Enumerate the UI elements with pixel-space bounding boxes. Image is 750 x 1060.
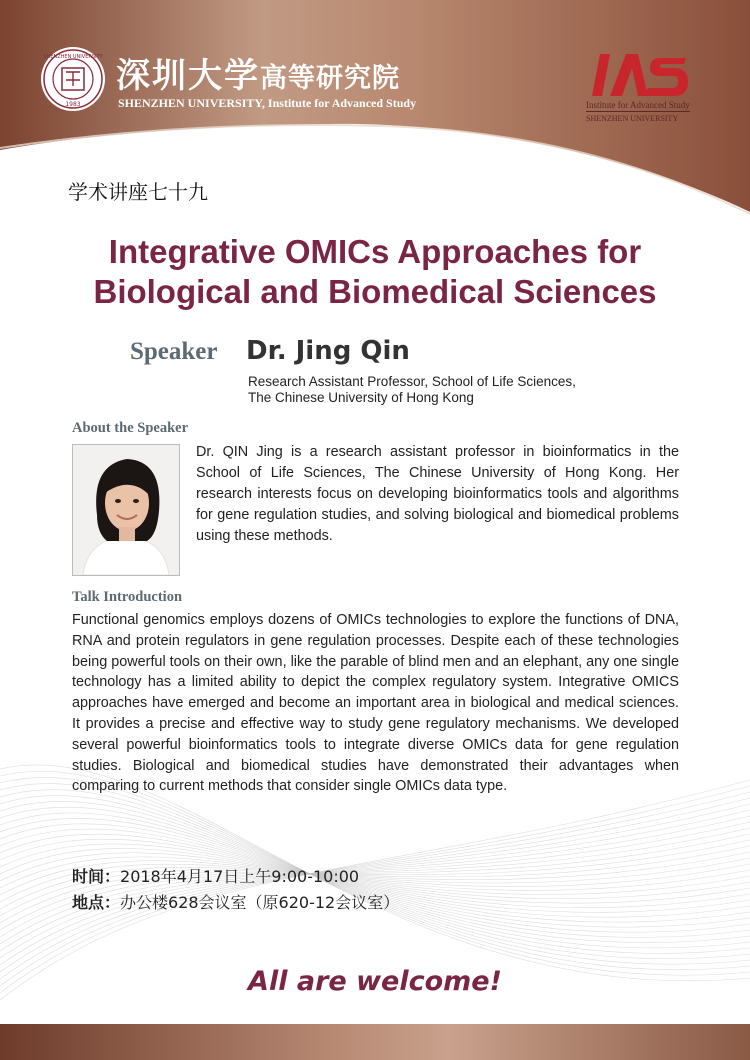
wave-line [0, 792, 750, 986]
szu-seal-icon [40, 46, 106, 112]
affiliation-line-2: The Chinese University of Hong Kong [248, 390, 474, 405]
university-name-cn [116, 48, 400, 96]
affiliation-line-1: Research Assistant Professor, School of Life Sciences, [248, 374, 576, 389]
wave-line [0, 810, 750, 965]
university-cn: 深圳大学 [116, 56, 260, 96]
ias-logo-icon [586, 52, 690, 98]
time-label: 时间： [72, 867, 121, 886]
university-name-en: SHENZHEN UNIVERSITY, Institute for Advanced Study [118, 96, 417, 110]
title-line-2: Biological and Biomedical Sciences [93, 273, 657, 310]
welcome-message: All are welcome! [248, 966, 502, 997]
place-value: 办公楼628会议室（原620-12会议室） [120, 893, 400, 912]
event-place [72, 890, 399, 913]
footer-bar [0, 1024, 750, 1060]
speaker-portrait-icon [73, 445, 179, 575]
about-heading: About the Speaker [72, 420, 189, 436]
seal-year: 1983 [65, 101, 81, 108]
about-text: Dr. QIN Jing is a research assistant professor in bioinformatics in the School of Life Sciences, The Chinese University of Hong Kong. Her research interests focus on developing bioinformatics tools and algorithms for gene regulation studies, and solving biological and biomedical problems using these methods. [196, 444, 679, 544]
talk-title [60, 232, 690, 312]
place-label: 地点： [72, 893, 121, 912]
time-value: 2018年4月17日上午9:00-10:00 [120, 867, 360, 886]
lecture-series: 学术讲座七十九 [68, 180, 208, 204]
event-time [72, 864, 359, 887]
talk-heading: Talk Introduction [72, 589, 183, 605]
speaker-photo [72, 444, 180, 576]
ias-subtitle: Institute for Advanced Study [586, 100, 690, 110]
seal-text: SHENZHEN UNIVERSITY [43, 54, 103, 60]
title-line-1: Integrative OMICs Approaches for [108, 233, 642, 270]
institute-cn: 高等研究院 [260, 63, 400, 94]
ias-university: SHENZHEN UNIVERSITY [586, 114, 679, 123]
talk-text: Functional genomics employs dozens of OMICs technologies to explore the functions of DNA, RNA and protein regulators in gene regulation processes. Despite each of these technologies being powerful tools on their own, like the parable of blind men and an elephant, any one single technology has a limited ability to depict the complex regulatory system. Integrative OMICS approaches have emerged and become an important area in biological and medical sciences. It provides a precise and effective way to study gene regulatory mechanisms. We developed several powerful bioinformatics tools to integrate diverse OMICs data for gene regulation studies. Biological and biomedical studies have demonstrated their advantages when comparing to current methods that consider single OMICs data type. [72, 612, 679, 795]
speaker-label: Speaker [130, 338, 218, 365]
speaker-affiliation [248, 374, 668, 406]
speaker-name: Dr. Jing Qin [246, 336, 410, 366]
